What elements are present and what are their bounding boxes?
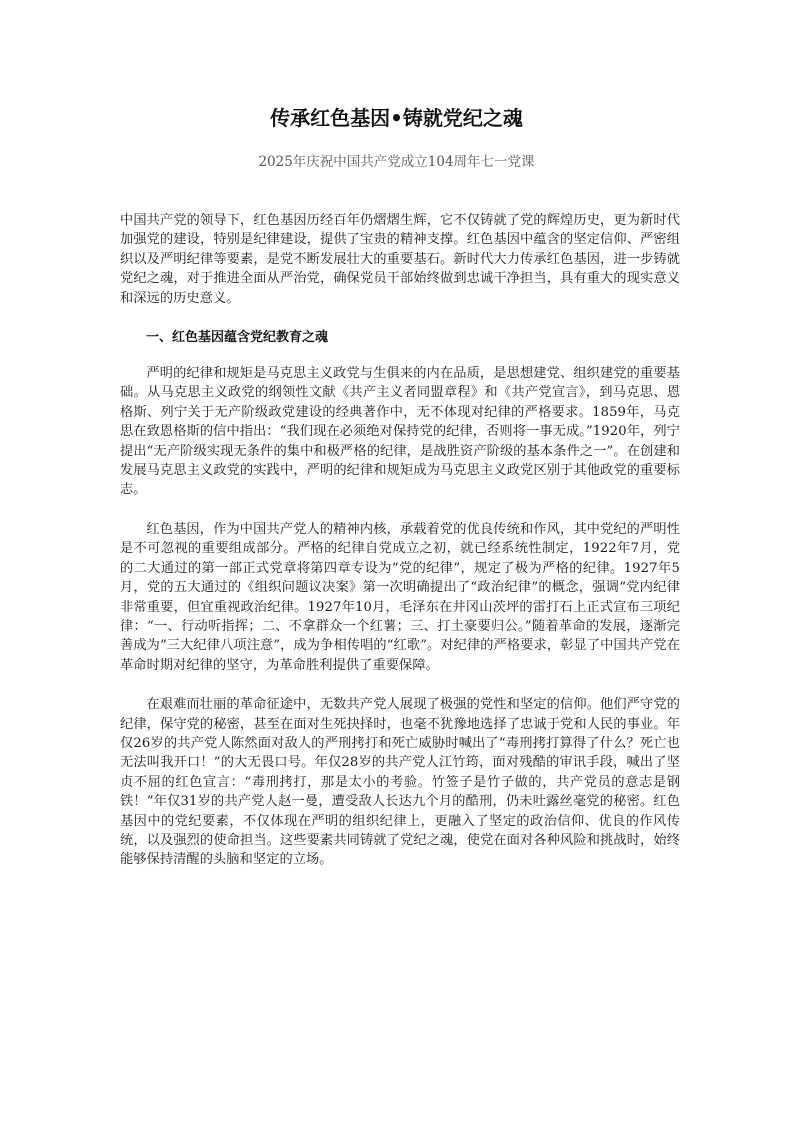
document-subtitle: 2025年庆祝中国共产党成立104周年七一党课 — [258, 154, 535, 170]
body-paragraph: 严明的纪律和规矩是马克思主义政党与生俱来的内在品质，是思想建党、组织建党的重要基础。从马克思主义政党的纲领性文献《共产主义者同盟章程》和《共产党宣言》，到马克思、恩格斯、列宁关于无产阶级政党建设的经典著作中，无不体现对纪律的严格要求。1859年，马克思在致恩格斯的信中指出：“我们现在必须绝对保持党的纪律，否则将一事无成。”1920年，列宁提出“无产阶级实现无条件的集中和极严格的纪律，是战胜资产阶级的基本条件之一”。在创建和发展马克思主义政党的实践中，严明的纪律和规矩成为马克思主义政党区别于其他政党的重要标志。 — [120, 366, 680, 498]
section-heading: 一、红色基因蕴含党纪教育之魂 — [146, 330, 329, 346]
document-title: 传承红色基因•铸就党纪之魂 — [270, 106, 523, 130]
intro-paragraph: 中国共产党的领导下，红色基因历经百年仍熠熠生辉，它不仅铸就了党的辉煌历史，更为新时代加强党的建设，特别是纪律建设，提供了宝贵的精神支撑。红色基因中蕴含的坚定信仰、严密组织以及严明纪律等要素，是党不断发展壮大的重要基石。新时代大力传承红色基因，进一步铸就党纪之魂，对于推进全面从严治党，确保党员干部始终做到忠诚干净担当，具有重大的现实意义和深远的历史意义。 — [120, 213, 680, 306]
body-paragraph: 红色基因，作为中国共产党人的精神内核，承载着党的优良传统和作风，其中党纪的严明性是不可忽视的重要组成部分。严格的纪律自党成立之初，就已经系统性制定，1922年7月，党的二大通过的第一部正式党章将第四章专设为“党的纪律”，规定了极为严格的纪律。1927年5月，党的五大通过的《组织问题议决案》第一次明确提出了“政治纪律”的概念，强调“党内纪律非常重要，但宜重视政治纪律。1927年10月，毛泽东在井冈山茨坪的雷打石上正式宣布三项纪律：“一、行动听指挥；二、不拿群众一个红薯；三、打土豪要归公。”随着革命的发展，逐渐完善成为“三大纪律八项注意”，成为争相传唱的“红歌”。对纪律的严格要求，彰显了中国共产党在革命时期对纪律的坚守，为革命胜利提供了重要保障。 — [120, 521, 680, 673]
body-paragraph: 在艰难而壮丽的革命征途中，无数共产党人展现了极强的党性和坚定的信仰。他们严守党的纪律，保守党的秘密，甚至在面对生死抉择时，也毫不犹豫地选择了忠诚于党和人民的事业。年仅26岁的共产党人陈然面对敌人的严刑拷打和死亡威胁时喊出了“毒刑拷打算得了什么？死亡也无法叫我开口！”的大无畏口号。年仅28岁的共产党人江竹筠，面对残酷的审讯手段，喊出了坚贞不屈的红色宣言：“毒刑拷打，那是太小的考验。竹签子是竹子做的，共产党员的意志是钢铁！”年仅31岁的共产党人赵一曼，遭受敌人长达九个月的酷刑，仍未吐露丝毫党的秘密。红色基因中的党纪要素，不仅体现在严明的组织纪律上，更融入了坚定的政治信仰、优良的作风传统，以及强烈的使命担当。这些要素共同铸就了党纪之魂，使党在面对各种风险和挑战时，始终能够保持清醒的头脑和坚定的立场。 — [120, 697, 680, 868]
document-body — [120, 211, 680, 890]
